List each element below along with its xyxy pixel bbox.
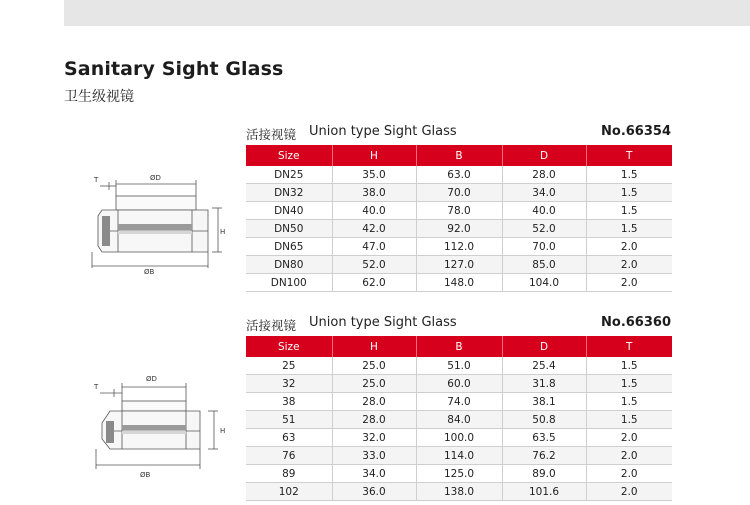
cell-h: 35.0 (332, 166, 416, 184)
cell-t: 1.5 (586, 411, 672, 429)
cell-h: 38.0 (332, 184, 416, 202)
cell-t: 1.5 (586, 220, 672, 238)
label-h: H (220, 427, 226, 435)
cell-t: 2.0 (586, 483, 672, 501)
cell-h: 42.0 (332, 220, 416, 238)
product-section-66360 (0, 311, 750, 501)
column-header-b: B (416, 145, 502, 166)
section-title-cn: 活接视镜 (246, 127, 297, 142)
cell-size: 102 (246, 483, 332, 501)
cell-t: 2.0 (586, 429, 672, 447)
cell-d: 52.0 (502, 220, 586, 238)
cell-b: 100.0 (416, 429, 502, 447)
label-b: ØB (144, 268, 155, 276)
cell-d: 76.2 (502, 447, 586, 465)
table-row (246, 166, 672, 184)
column-header-size: Size (246, 145, 332, 166)
column-header-t: T (586, 336, 672, 357)
table-row (246, 375, 672, 393)
cell-b: 138.0 (416, 483, 502, 501)
cell-t: 1.5 (586, 393, 672, 411)
cell-size: 63 (246, 429, 332, 447)
cell-t: 1.5 (586, 375, 672, 393)
cell-d: 85.0 (502, 256, 586, 274)
page-subtitle: 卫生级视镜 (64, 89, 134, 105)
table-row (246, 483, 672, 501)
table-row (246, 465, 672, 483)
cell-h: 47.0 (332, 238, 416, 256)
cell-size: DN100 (246, 274, 332, 292)
cell-d: 70.0 (502, 238, 586, 256)
table-header-row (246, 145, 672, 166)
cell-b: 125.0 (416, 465, 502, 483)
cell-size: 32 (246, 375, 332, 393)
column-header-d: D (502, 336, 586, 357)
section-title-cn: 活接视镜 (246, 318, 297, 333)
cell-h: 40.0 (332, 202, 416, 220)
cell-h: 34.0 (332, 465, 416, 483)
cell-t: 1.5 (586, 202, 672, 220)
cell-d: 28.0 (502, 166, 586, 184)
cell-b: 78.0 (416, 202, 502, 220)
cell-b: 70.0 (416, 184, 502, 202)
table-row (246, 238, 672, 256)
cell-b: 60.0 (416, 375, 502, 393)
technical-drawing (88, 365, 238, 485)
cell-d: 38.1 (502, 393, 586, 411)
table-row (246, 274, 672, 292)
section-header (246, 314, 671, 334)
cell-h: 52.0 (332, 256, 416, 274)
cell-h: 33.0 (332, 447, 416, 465)
cell-b: 112.0 (416, 238, 502, 256)
cell-d: 104.0 (502, 274, 586, 292)
cell-t: 2.0 (586, 238, 672, 256)
page-title: Sanitary Sight Glass (64, 58, 284, 80)
cell-b: 127.0 (416, 256, 502, 274)
column-header-h: H (332, 336, 416, 357)
product-section-66354 (0, 120, 750, 295)
cell-b: 114.0 (416, 447, 502, 465)
product-number: No.66360 (601, 315, 671, 330)
cell-h: 28.0 (332, 411, 416, 429)
table-row (246, 256, 672, 274)
cell-t: 1.5 (586, 357, 672, 375)
cell-b: 63.0 (416, 166, 502, 184)
cell-size: DN25 (246, 166, 332, 184)
table-row (246, 429, 672, 447)
cell-h: 32.0 (332, 429, 416, 447)
cell-size: 38 (246, 393, 332, 411)
cell-size: DN80 (246, 256, 332, 274)
cell-size: 89 (246, 465, 332, 483)
top-banner (64, 0, 750, 26)
cell-t: 1.5 (586, 184, 672, 202)
column-header-d: D (502, 145, 586, 166)
table-row (246, 357, 672, 375)
label-t: T (94, 383, 99, 391)
cell-size: DN65 (246, 238, 332, 256)
table-row (246, 184, 672, 202)
cell-size: 25 (246, 357, 332, 375)
section-header (246, 123, 671, 143)
cell-h: 25.0 (332, 357, 416, 375)
technical-drawing (88, 160, 238, 280)
cell-size: 51 (246, 411, 332, 429)
cell-b: 74.0 (416, 393, 502, 411)
table-row (246, 393, 672, 411)
section-title-en: Union type Sight Glass (309, 124, 457, 139)
cell-d: 25.4 (502, 357, 586, 375)
cell-t: 2.0 (586, 274, 672, 292)
table-row (246, 202, 672, 220)
cell-size: DN50 (246, 220, 332, 238)
cell-h: 36.0 (332, 483, 416, 501)
cell-b: 51.0 (416, 357, 502, 375)
cell-size: DN40 (246, 202, 332, 220)
label-b: ØB (140, 471, 151, 479)
cell-h: 25.0 (332, 375, 416, 393)
cell-t: 2.0 (586, 256, 672, 274)
spec-table-66354 (246, 145, 672, 292)
spec-table-66360 (246, 336, 672, 501)
cell-t: 2.0 (586, 465, 672, 483)
product-number: No.66354 (601, 124, 671, 139)
cell-t: 2.0 (586, 447, 672, 465)
label-t: T (94, 176, 99, 184)
label-d: ØD (150, 174, 161, 182)
table-row (246, 447, 672, 465)
column-header-size: Size (246, 336, 332, 357)
cell-d: 63.5 (502, 429, 586, 447)
cell-d: 31.8 (502, 375, 586, 393)
section-title-en: Union type Sight Glass (309, 315, 457, 330)
cell-t: 1.5 (586, 166, 672, 184)
cell-size: DN32 (246, 184, 332, 202)
cell-b: 84.0 (416, 411, 502, 429)
column-header-b: B (416, 336, 502, 357)
cell-h: 28.0 (332, 393, 416, 411)
cell-d: 89.0 (502, 465, 586, 483)
table-header-row (246, 336, 672, 357)
cell-b: 148.0 (416, 274, 502, 292)
table-row (246, 220, 672, 238)
cell-b: 92.0 (416, 220, 502, 238)
cell-d: 50.8 (502, 411, 586, 429)
cell-d: 101.6 (502, 483, 586, 501)
cell-d: 40.0 (502, 202, 586, 220)
column-header-t: T (586, 145, 672, 166)
column-header-h: H (332, 145, 416, 166)
cell-d: 34.0 (502, 184, 586, 202)
cell-size: 76 (246, 447, 332, 465)
label-d: ØD (146, 375, 157, 383)
cell-h: 62.0 (332, 274, 416, 292)
table-row (246, 411, 672, 429)
label-h: H (220, 228, 226, 236)
